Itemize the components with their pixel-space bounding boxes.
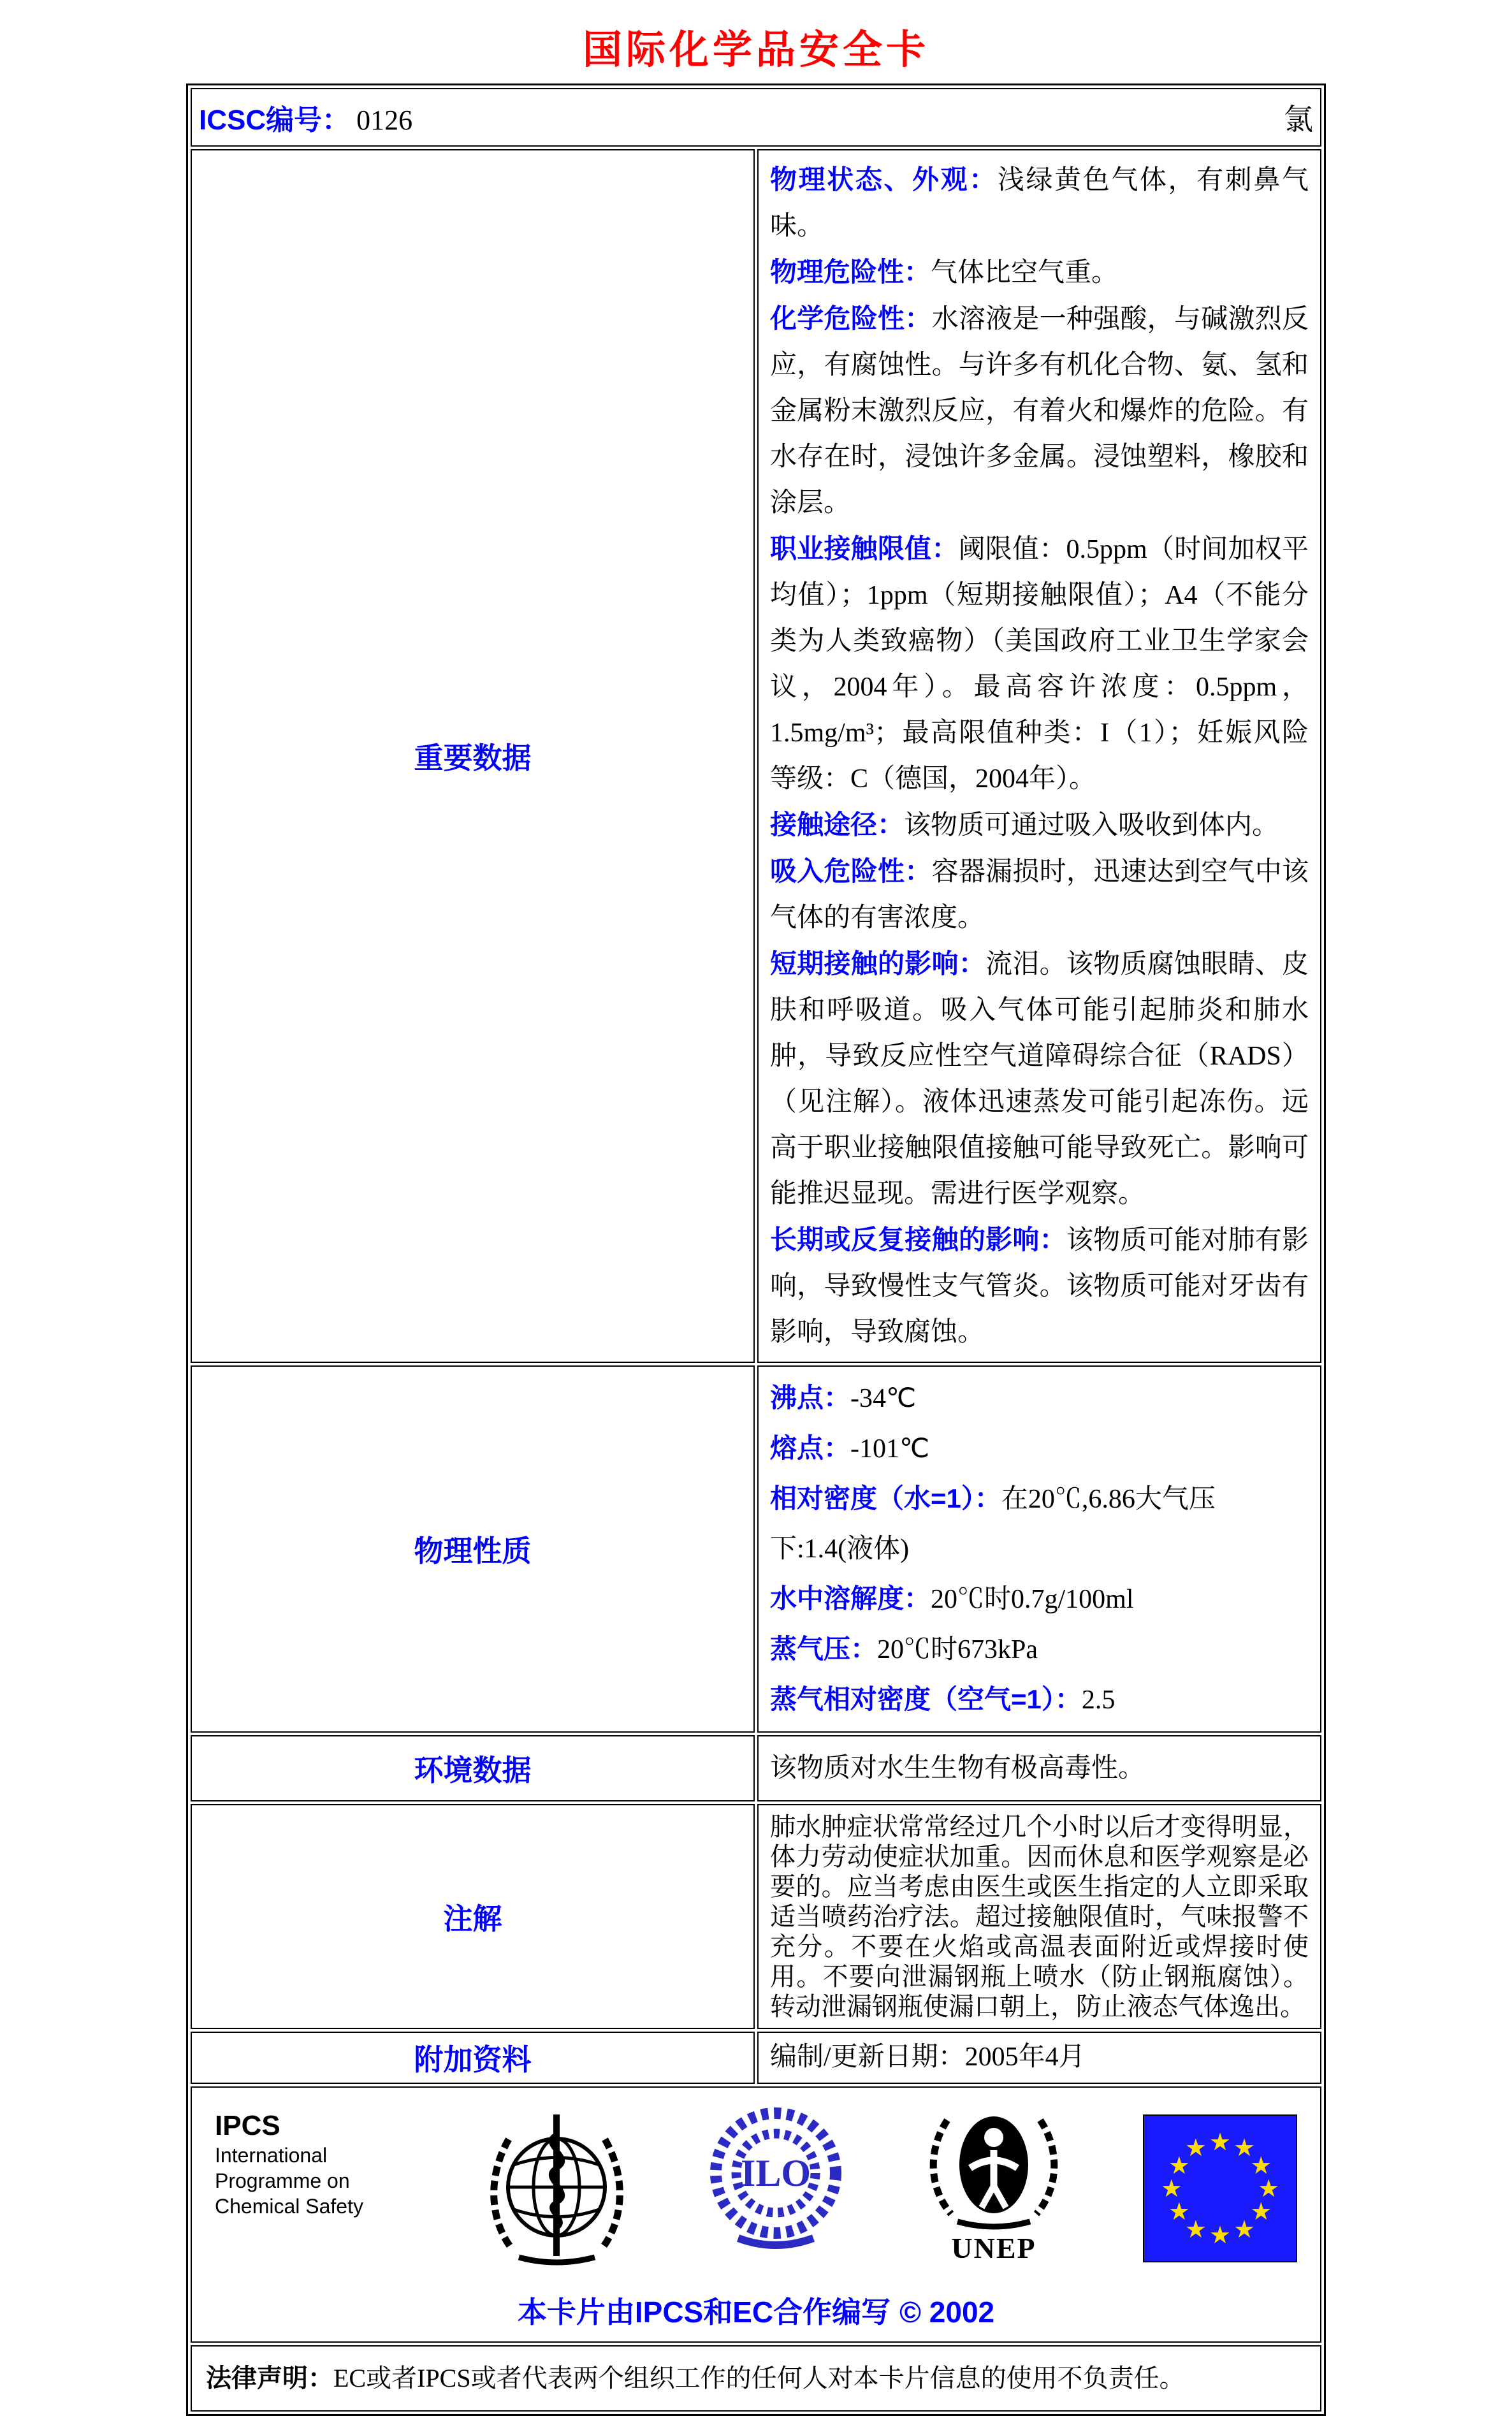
important-item [770,941,1309,1217]
table-row [191,88,1321,147]
section-label-physical: 物理性质 [191,1365,755,1733]
table-row [191,1365,1321,1733]
unep-logo-icon [920,2104,1067,2235]
field-value: 水溶液是一种强酸，与碱激烈反应，有腐蚀性。与许多有机化合物、氨、氢和金属粉末激烈反应，有着火和爆炸的危险。有水存在时，浸蚀许多金属。浸蚀塑料，橡胶和涂层。 [770,305,1309,518]
legal-cell [191,2345,1321,2412]
cooperation-text: 本卡片由IPCS和EC合作编写 [517,2296,891,2329]
field-label: 相对密度（水=1）： [770,1483,1001,1513]
field-label: 水中溶解度： [770,1583,931,1613]
field-label: 蒸气相对密度（空气=1）： [770,1684,1082,1714]
important-item [770,802,1309,848]
ipcs-line2: Programme on [215,2169,350,2192]
field-value: 容器漏损时，迅速达到空气中该气体的有害浓度。 [770,857,1309,933]
field-label: 短期接触的影响： [770,949,986,979]
field-value: 在20℃,6.86大气压下:1.4(液体) [770,1485,1216,1564]
field-value: 该物质可能对肺有影响，导致慢性支气管炎。该物质可能对牙齿有影响，导致腐蚀。 [770,1226,1309,1347]
field-value: 2.5 [1081,1685,1116,1715]
star-icon: ★ [1250,2151,1272,2179]
important-item [770,157,1309,249]
section-label-important: 重要数据 [191,149,755,1363]
legal-text: EC或者IPCS或者代表两个组织工作的任何人对本卡片信息的使用不负责任。 [333,2364,1185,2392]
physical-item [770,1474,1309,1574]
physical-item [770,1624,1309,1675]
ipcs-line3: Chemical Safety [215,2195,363,2218]
notes-text: 肺水肿症状常常经过几个小时以后才变得明显，体力劳动使症状加重。因而休息和医学观察是必要的。应当考虑由医生或医生指定的人立即采取适当喷药治疗法。超过接触限值时，气味报警不充分。不要在火焰或高温表面附近或焊接时使用。不要向泄漏钢瓶上喷水（防止钢瓶腐蚀）。转动泄漏钢瓶使漏口朝上，防止液态气体逸出。 [770,1812,1309,2021]
field-value: 该物质可通过吸入吸收到体内。 [904,811,1279,840]
svg-text:ILO: ILO [740,2152,811,2194]
field-label: 吸入危险性： [770,856,932,886]
field-label: 沸点： [770,1383,851,1413]
chemical-name: 氯 [1284,103,1313,136]
field-label: 长期或反复接触的影响： [770,1225,1066,1255]
field-value: 流泪。该物质腐蚀眼睛、皮肤和呼吸道。吸入气体可能引起肺炎和肺水肿，导致反应性空气道障碍综合征（RADS）（见注解）。液体迅速蒸发可能引起冻伤。远高于职业接触限值接触可能导致死亡。影响可能推迟显现。需进行医学观察。 [770,950,1309,1209]
table-row [191,149,1321,1363]
table-row [191,2345,1321,2412]
star-icon: ★ [1160,2174,1182,2202]
additional-text: 编制/更新日期：2005年4月 [770,2042,1086,2072]
logos-strip [205,2104,1307,2270]
star-icon: ★ [1258,2174,1280,2202]
important-item [770,249,1309,296]
logos-cell [191,2086,1321,2343]
icsc-table [186,84,1326,2416]
section-label-environment: 环境数据 [191,1735,755,1801]
ilo-logo-icon [708,2104,845,2257]
physical-item [770,1675,1309,1725]
environment-text: 该物质对水生生物有极高毒性。 [770,1754,1145,1783]
star-icon: ★ [1168,2197,1190,2226]
environment-content [757,1735,1321,1801]
unep-logo-block [920,2104,1067,2265]
icsc-number-label: ICSC编号： [199,105,351,136]
physical-item [770,1574,1309,1624]
physical-item [770,1423,1309,1474]
star-icon: ★ [1184,2134,1207,2162]
field-label: 熔点： [770,1433,851,1463]
ipcs-text-block [215,2104,406,2219]
table-row [191,1735,1321,1801]
field-value: -34℃ [850,1384,917,1413]
physical-properties-content [757,1365,1321,1733]
field-value: 浅绿黄色气体，有刺鼻气味。 [770,166,1309,241]
icsc-number-value: 0126 [356,105,413,136]
field-label: 化学危险性： [770,303,932,333]
page-title: 国际化学品安全卡 [582,29,929,72]
table-row [191,2032,1321,2084]
table-row [191,2086,1321,2343]
ipcs-line1: International [215,2144,328,2167]
legal-label: 法律声明： [206,2364,333,2392]
ipcs-acronym: IPCS [215,2110,280,2141]
star-icon: ★ [1184,2215,1207,2243]
header-cell [191,88,1321,147]
star-icon: ★ [1233,2134,1256,2162]
cooperation-caption [205,2289,1307,2331]
copyright-text: © 2002 [899,2296,995,2329]
field-label: 接触途径： [770,810,905,840]
star-icon: ★ [1233,2215,1256,2243]
who-logo-icon [482,2104,632,2270]
field-value: 20℃时0.7g/100ml [931,1585,1134,1614]
table-row [191,1804,1321,2029]
important-item [770,848,1309,941]
important-item [770,526,1309,802]
important-item [770,296,1309,526]
physical-item [770,1373,1309,1423]
eu-flag-icon [1143,2114,1297,2262]
star-icon: ★ [1209,2128,1232,2157]
important-data-content [757,149,1321,1363]
section-label-notes: 注解 [191,1804,755,2029]
field-value: 20℃时673kPa [877,1635,1038,1664]
unep-label: UNEP [951,2232,1036,2264]
notes-content [757,1804,1321,2029]
field-value: 气体比空气重。 [931,258,1119,287]
field-label: 职业接触限值： [770,534,959,564]
icsc-number-group [199,97,412,138]
star-icon: ★ [1250,2197,1272,2226]
field-label: 物理危险性： [770,257,931,287]
star-icon: ★ [1209,2220,1232,2249]
field-value: 阈限值：0.5ppm（时间加权平均值）；1ppm（短期接触限值）；A4（不能分类为人类致癌物）（美国政府工业卫生学家会议，2004年）。最高容许浓度：0.5ppm，1.5mg/m³；最高限值种类：I（1）；妊娠风险等级：C（德国，2004年）。 [770,535,1309,794]
field-label: 蒸气压： [770,1634,878,1664]
important-item [770,1217,1309,1355]
additional-content [757,2032,1321,2084]
field-label: 物理状态、外观： [770,164,998,194]
field-value: -101℃ [850,1434,930,1464]
section-label-additional: 附加资料 [191,2032,755,2084]
star-icon: ★ [1168,2151,1190,2179]
